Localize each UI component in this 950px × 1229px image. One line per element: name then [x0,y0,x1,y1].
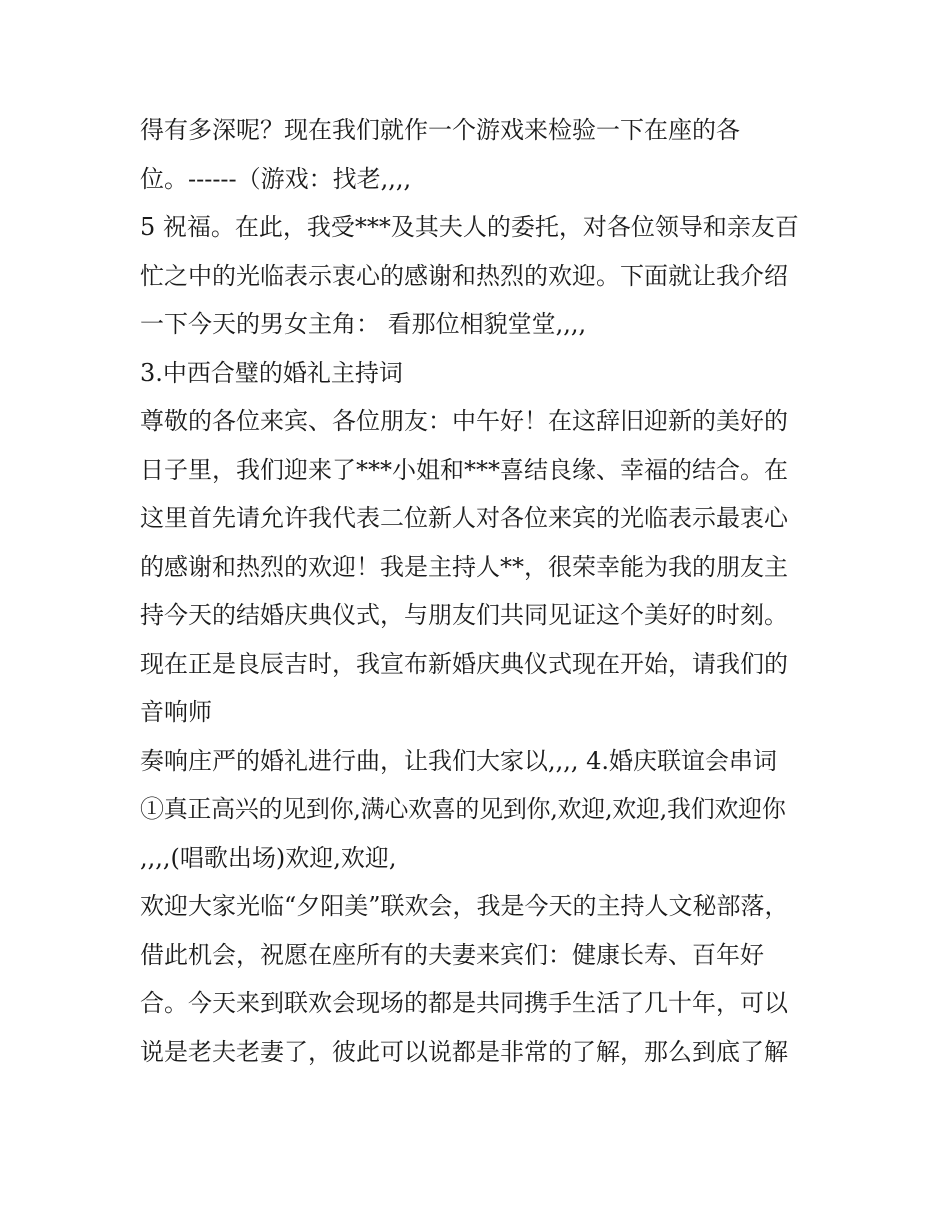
text-line: 日子里，我们迎来了***小姐和***喜结良缘、幸福的结合。在 [140,455,788,484]
text-line: 的感谢和热烈的欢迎！我是主持人**，很荣幸能为我的朋友主 [140,552,788,581]
text-line: 这里首先请允许我代表二位新人对各位来宾的光临表示最衷心 [140,504,788,532]
text-line: 合。今天来到联欢会现场的都是共同携手生活了几十年，可以 [140,989,788,1017]
text-line: 尊敬的各位来宾、各位朋友：中午好！在这辞旧迎新的美好的 [140,407,788,435]
text-line: 奏响庄严的婚礼进行曲，让我们大家以,,,, 4.婚庆联谊会串词 [140,746,778,775]
text-line: 音响师 [140,698,212,726]
text-line: 得有多深呢？现在我们就作一个游戏来检验一下在座的各 [140,116,740,144]
text-line: 持今天的结婚庆典仪式，与朋友们共同见证这个美好的时刻。 [140,601,788,629]
section-heading: 3.中西合璧的婚礼主持词 [140,358,403,387]
text-line: ,,,,(唱歌出场)欢迎,欢迎, [140,843,397,872]
text-line: 说是老夫老妻了，彼此可以说都是非常的了解，那么到底了解 [140,1037,788,1066]
text-line: 现在正是良辰吉时，我宣布新婚庆典仪式现在开始，请我们的 [140,649,788,678]
text-line: 忙之中的光临表示衷心的感谢和热烈的欢迎。下面就让我介绍 [140,261,788,290]
text-line: 位。------（游戏：找老,,,, [140,164,412,193]
text-line: 借此机会，祝愿在座所有的夫妻来宾们：健康长寿、百年好 [140,940,764,969]
text-line: 欢迎大家光临“夕阳美”联欢会，我是今天的主持人文秘部落， [140,892,789,920]
text-line: 5 祝福。在此，我受***及其夫人的委托，对各位领导和亲友百 [140,213,799,241]
text-line: ①真正高兴的见到你,满心欢喜的见到你,欢迎,欢迎,我们欢迎你 [140,795,786,823]
body-text [140,106,820,1076]
text-line: 一下今天的男女主角： 看那位相貌堂堂,,,, [140,310,587,338]
